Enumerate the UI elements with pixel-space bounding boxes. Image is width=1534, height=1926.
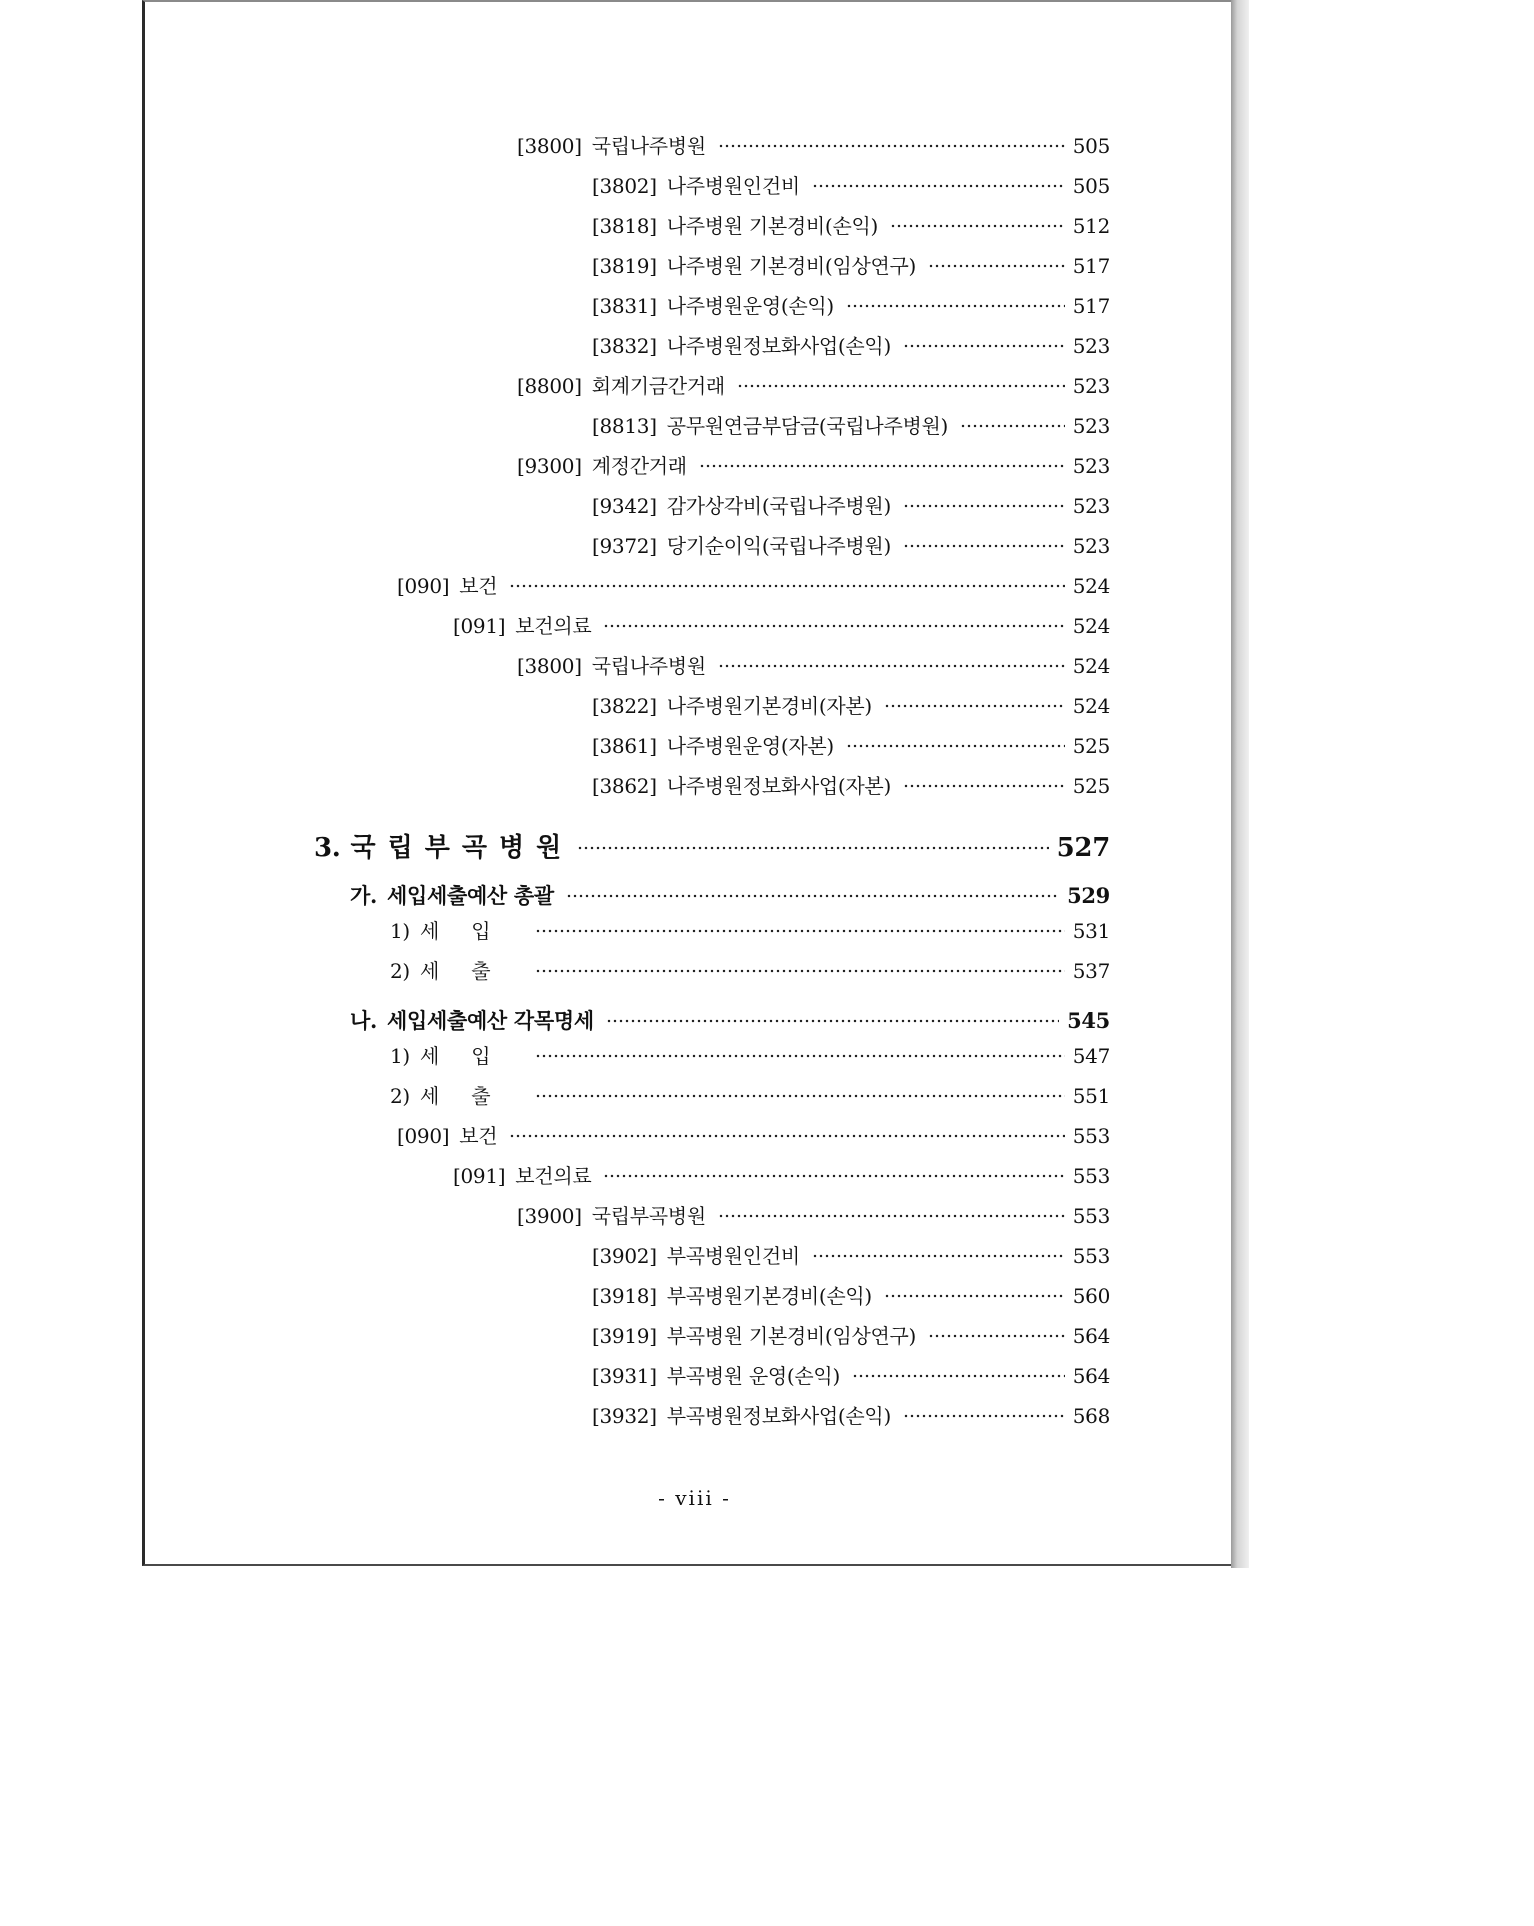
toc-code: [3861] <box>592 734 657 758</box>
toc-title: 세입 <box>419 919 523 943</box>
toc-code: [090] <box>397 1124 450 1148</box>
section-page-number: 527 <box>1056 833 1110 863</box>
toc-code: [8800] <box>517 374 582 398</box>
toc-page-number: 524 <box>1072 694 1110 718</box>
toc-title: 나주병원 기본경비(손익) <box>666 214 878 238</box>
toc-code: [3819] <box>592 254 657 278</box>
toc-page-number: 525 <box>1072 734 1110 758</box>
toc-title: 부곡병원 기본경비(임상연구) <box>666 1324 917 1348</box>
dot-leader <box>812 1253 1065 1259</box>
toc-code: [090] <box>397 574 450 598</box>
section-number: 3. <box>314 833 341 863</box>
toc-code: [3800] <box>517 134 582 158</box>
toc-entry[interactable] <box>517 130 1110 162</box>
dot-leader <box>718 143 1065 149</box>
toc-entry[interactable] <box>517 1200 1110 1232</box>
toc-entry[interactable] <box>592 410 1110 442</box>
toc-entry[interactable] <box>592 330 1110 362</box>
subsection-page-number: 545 <box>1067 1008 1110 1033</box>
toc-title: 국립부곡병원 <box>591 1204 706 1228</box>
toc-code: [3931] <box>592 1364 657 1388</box>
dot-leader <box>884 703 1065 709</box>
toc-entry[interactable] <box>390 915 1110 947</box>
toc-entry[interactable] <box>390 1040 1110 1072</box>
dot-leader <box>903 1413 1065 1419</box>
toc-title: 부곡병원인건비 <box>666 1244 800 1268</box>
dot-leader <box>852 1373 1065 1379</box>
toc-entry[interactable] <box>592 530 1110 562</box>
toc-code: [8813] <box>592 414 657 438</box>
toc-page-number: 524 <box>1072 614 1110 638</box>
toc-entry[interactable] <box>592 1240 1110 1272</box>
toc-code: [3831] <box>592 294 657 318</box>
subsection-title: 세입세출예산 각목명세 <box>387 1008 594 1033</box>
toc-code: [3932] <box>592 1404 657 1428</box>
page-edge-shadow <box>1231 0 1249 1568</box>
toc-title: 당기순이익(국립나주병원) <box>666 534 891 558</box>
toc-code: 2) <box>390 959 410 983</box>
dot-leader <box>928 263 1065 269</box>
subsection-page-number: 529 <box>1067 883 1110 908</box>
dot-leader <box>509 1133 1064 1139</box>
subsection-marker: 가. <box>350 883 377 908</box>
dot-leader <box>535 1053 1065 1059</box>
toc-page-number: 524 <box>1072 654 1110 678</box>
toc-entry[interactable] <box>397 1120 1110 1152</box>
toc-page-number: 564 <box>1072 1364 1110 1388</box>
dot-leader <box>737 383 1065 389</box>
toc-page-number: 505 <box>1072 134 1110 158</box>
toc-page-number: 524 <box>1072 574 1110 598</box>
toc-title: 보건 <box>459 1124 498 1148</box>
toc-title: 국립나주병원 <box>591 134 706 158</box>
dot-leader <box>606 1018 1059 1024</box>
toc-entry[interactable] <box>592 490 1110 522</box>
toc-title: 계정간거래 <box>591 454 687 478</box>
toc-subsection-heading[interactable] <box>350 880 1110 912</box>
toc-page-number: 512 <box>1072 214 1110 238</box>
toc-page-number: 537 <box>1072 959 1110 983</box>
toc-title: 회계기금간거래 <box>591 374 725 398</box>
toc-title: 나주병원정보화사업(자본) <box>666 774 891 798</box>
toc-title: 세출 <box>419 959 523 983</box>
dot-leader <box>603 623 1064 629</box>
dot-leader <box>928 1333 1065 1339</box>
dot-leader <box>903 783 1065 789</box>
toc-entry[interactable] <box>453 610 1110 642</box>
toc-code: [3802] <box>592 174 657 198</box>
toc-page-number: 531 <box>1072 919 1110 943</box>
toc-page-number: 517 <box>1072 254 1110 278</box>
toc-page-number: 505 <box>1072 174 1110 198</box>
toc-entry[interactable] <box>390 1080 1110 1112</box>
toc-title: 부곡병원정보화사업(손익) <box>666 1404 891 1428</box>
dot-leader <box>890 223 1065 229</box>
toc-entry[interactable] <box>592 1280 1110 1312</box>
toc-page-number: 523 <box>1072 374 1110 398</box>
toc-page-number: 523 <box>1072 494 1110 518</box>
toc-page-number: 523 <box>1072 454 1110 478</box>
toc-page-number: 523 <box>1072 534 1110 558</box>
dot-leader <box>903 543 1065 549</box>
toc-section-heading[interactable] <box>314 828 1110 868</box>
toc-entry[interactable] <box>592 1360 1110 1392</box>
dot-leader <box>812 183 1065 189</box>
toc-entry[interactable] <box>592 770 1110 802</box>
dot-leader <box>603 1173 1064 1179</box>
toc-code: [3862] <box>592 774 657 798</box>
dot-leader <box>699 463 1065 469</box>
toc-page-number: 547 <box>1072 1044 1110 1068</box>
dot-leader <box>566 893 1059 899</box>
toc-entry[interactable] <box>592 250 1110 282</box>
dot-leader <box>846 743 1065 749</box>
dot-leader <box>884 1293 1065 1299</box>
toc-code: [9342] <box>592 494 657 518</box>
toc-entry[interactable] <box>592 1400 1110 1432</box>
toc-entry[interactable] <box>592 210 1110 242</box>
dot-leader <box>718 663 1065 669</box>
toc-page-number: 553 <box>1072 1164 1110 1188</box>
toc-title: 나주병원인건비 <box>666 174 800 198</box>
dot-leader <box>903 503 1065 509</box>
toc-entry[interactable] <box>397 570 1110 602</box>
toc-code: [9372] <box>592 534 657 558</box>
toc-title: 세출 <box>419 1084 523 1108</box>
toc-page-number: 523 <box>1072 414 1110 438</box>
toc-page-number: 553 <box>1072 1204 1110 1228</box>
toc-code: [9300] <box>517 454 582 478</box>
toc-subsection-heading[interactable] <box>350 1005 1110 1037</box>
toc-title: 보건의료 <box>515 1164 592 1188</box>
toc-page-number: 553 <box>1072 1244 1110 1268</box>
toc-title: 나주병원정보화사업(손익) <box>666 334 891 358</box>
toc-page-number: 523 <box>1072 334 1110 358</box>
dot-leader <box>535 928 1065 934</box>
toc-title: 나주병원운영(손익) <box>666 294 834 318</box>
toc-code: [3919] <box>592 1324 657 1348</box>
toc-title: 나주병원운영(자본) <box>666 734 834 758</box>
toc-entry[interactable] <box>517 370 1110 402</box>
toc-entry[interactable] <box>592 730 1110 762</box>
toc-code: [3900] <box>517 1204 582 1228</box>
toc-page-number: 553 <box>1072 1124 1110 1148</box>
toc-code: [3822] <box>592 694 657 718</box>
subsection-marker: 나. <box>350 1008 377 1033</box>
toc-title: 공무원연금부담금(국립나주병원) <box>666 414 949 438</box>
dot-leader <box>718 1213 1065 1219</box>
toc-title: 감가상각비(국립나주병원) <box>666 494 891 518</box>
toc-title: 보건 <box>459 574 498 598</box>
toc-page-number: 560 <box>1072 1284 1110 1308</box>
toc-code: 2) <box>390 1084 410 1108</box>
dot-leader <box>846 303 1065 309</box>
toc-entry[interactable] <box>592 1320 1110 1352</box>
toc-code: 1) <box>390 1044 410 1068</box>
toc-title: 나주병원기본경비(자본) <box>666 694 872 718</box>
dot-leader <box>535 968 1065 974</box>
toc-entry[interactable] <box>453 1160 1110 1192</box>
toc-title: 보건의료 <box>515 614 592 638</box>
toc-title: 국립나주병원 <box>591 654 706 678</box>
section-title: 국립부곡병원 <box>350 833 574 863</box>
toc-entry[interactable] <box>517 650 1110 682</box>
toc-entry[interactable] <box>592 690 1110 722</box>
dot-leader <box>577 845 1048 851</box>
toc-entry[interactable] <box>517 450 1110 482</box>
toc-code: 1) <box>390 919 410 943</box>
dot-leader <box>960 423 1065 429</box>
toc-entry[interactable] <box>390 955 1110 987</box>
toc-page-number: 525 <box>1072 774 1110 798</box>
dot-leader <box>903 343 1065 349</box>
toc-code: [3902] <box>592 1244 657 1268</box>
toc-entry[interactable] <box>592 290 1110 322</box>
toc-page-number: 551 <box>1072 1084 1110 1108</box>
dot-leader <box>535 1093 1065 1099</box>
toc-code: [3918] <box>592 1284 657 1308</box>
toc-page-number: 568 <box>1072 1404 1110 1428</box>
toc-entry[interactable] <box>592 170 1110 202</box>
toc-page-number: 517 <box>1072 294 1110 318</box>
subsection-title: 세입세출예산 총괄 <box>387 883 554 908</box>
toc-code: [3800] <box>517 654 582 678</box>
toc-code: [091] <box>453 614 506 638</box>
toc-code: [091] <box>453 1164 506 1188</box>
toc-page-number: 564 <box>1072 1324 1110 1348</box>
toc-title: 나주병원 기본경비(임상연구) <box>666 254 917 278</box>
toc-code: [3818] <box>592 214 657 238</box>
toc-title: 부곡병원기본경비(손익) <box>666 1284 872 1308</box>
toc-title: 부곡병원 운영(손익) <box>666 1364 840 1388</box>
dot-leader <box>509 583 1064 589</box>
toc-title: 세입 <box>419 1044 523 1068</box>
toc-code: [3832] <box>592 334 657 358</box>
page-footer-number: - viii - <box>658 1486 731 1510</box>
left-margin <box>0 0 142 1568</box>
